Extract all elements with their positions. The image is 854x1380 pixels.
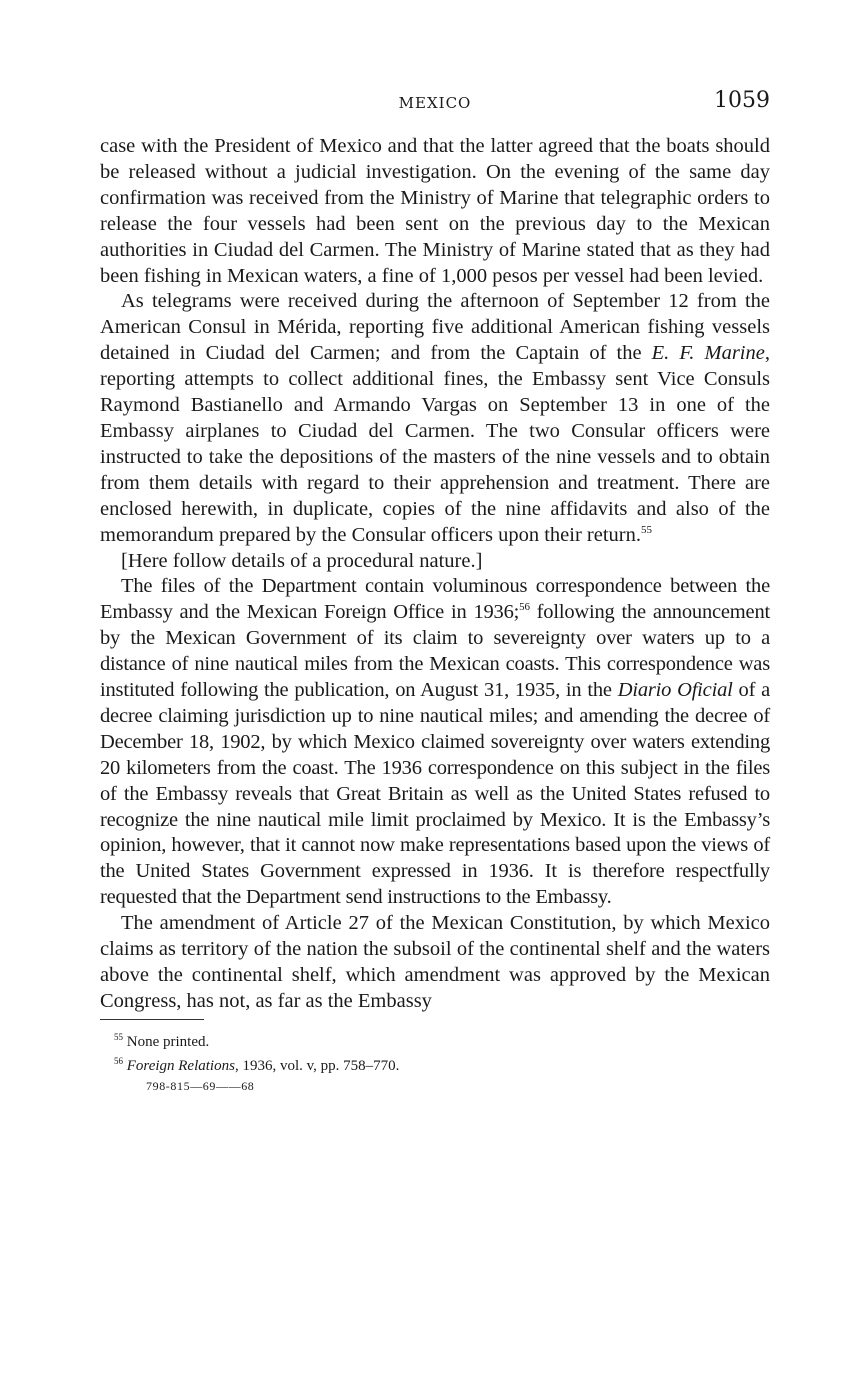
body-text [100, 134, 770, 1015]
footnote-divider [100, 1019, 204, 1020]
running-head [100, 88, 770, 122]
paragraph-4 [100, 574, 770, 911]
paragraph-2-text-b: , reporting attempts to collect additional fines, the Embassy sent Vice Consuls Raymond Bastianello and Armando Vargas on September 13 in one of the Embassy airplanes to Ciudad del Carmen. The two Consular officers were instructed to take the depositions of the masters of the nine vessels and to obtain from them details with regard to their apprehension and treatment. There are enclosed herewith, in duplicate, copies of the nine affidavits and also of the memorandum prepared by the Consular officers upon their return. [100, 342, 770, 546]
footnote-56 [100, 1052, 770, 1076]
paragraph-2 [100, 289, 770, 548]
footnote-55 [100, 1028, 770, 1052]
paragraph-4-text-b: following the announcement by the Mexican Government of its claim to severeignty over waters up to a distance of nine nautical miles from the Mexican coasts. This correspondence was instituted following the publication, on August 31, 1935, in the [100, 601, 770, 702]
footnote-ref-55[interactable]: 55 [641, 523, 652, 536]
page-number: 1059 [714, 88, 770, 113]
footnotes [100, 1028, 770, 1076]
footnote-55-text: None printed. [126, 1033, 210, 1050]
ship-name: E. F. Marine [651, 342, 765, 365]
document-page [100, 88, 770, 1094]
running-title: MEXICO [398, 94, 472, 112]
paragraph-5: The amendment of Article 27 of the Mexican Constitution, by which Mexico claims as territory of the nation the subsoil of the continental shelf and the waters above the continental shelf, which amendment was approved by the Mexican Congress, has not, as far as the Embassy [100, 912, 770, 1012]
footnote-56-text: , 1936, vol. v, pp. 758–770. [234, 1057, 400, 1074]
footnote-55-mark: 55 [114, 1031, 123, 1042]
journal-title: Diario Oficial [617, 679, 733, 702]
paragraph-4-text-a: The files of the Department contain voluminous correspondence between the Embassy and the Mexican Foreign Office in 1936; [100, 575, 770, 624]
footnote-56-title: Foreign Relations [126, 1057, 235, 1074]
paragraph-2-text-a: As telegrams were received during the afternoon of September 12 from the American Consul in Mérida, reporting five additional American fishing vessels detained in Ciudad del Carmen; and from the Captain of the [100, 290, 770, 365]
footnote-56-mark: 56 [114, 1055, 123, 1066]
footnote-ref-56[interactable]: 56 [519, 601, 530, 614]
paragraph-1: case with the President of Mexico and that the latter agreed that the boats should be released without a judicial investigation. On the evening of the same day confirmation was received from the Ministry of Marine that telegraphic orders to release the four vessels had been sent on the previous day to the Mexican authorities in Ciudad del Carmen. The Ministry of Marine stated that as they had been fishing in Mexican waters, a fine of 1,000 pesos per vessel had been levied. [100, 135, 770, 287]
paragraph-3: [Here follow details of a procedural nature.] [121, 549, 483, 572]
paragraph-4-text-c: of a decree claiming jurisdiction up to nine nautical miles; and amending the decree of December 18, 1902, by which Mexico claimed sovereignty over waters extending 20 kilometers from the coast. The 1936 correspondence on this subject in the files of the Embassy reveals that Great Britain as well as the United States refused to recognize the nine nautical mile limit proclaimed by Mexico. It is the Embassy’s opinion, however, that it cannot now make representations based upon the views of the United States Government expressed in 1936. It is therefore respectfully requested that the Department send instructions to the Embassy. [100, 679, 770, 909]
printer-code: 798-815—69——68 [146, 1078, 255, 1093]
